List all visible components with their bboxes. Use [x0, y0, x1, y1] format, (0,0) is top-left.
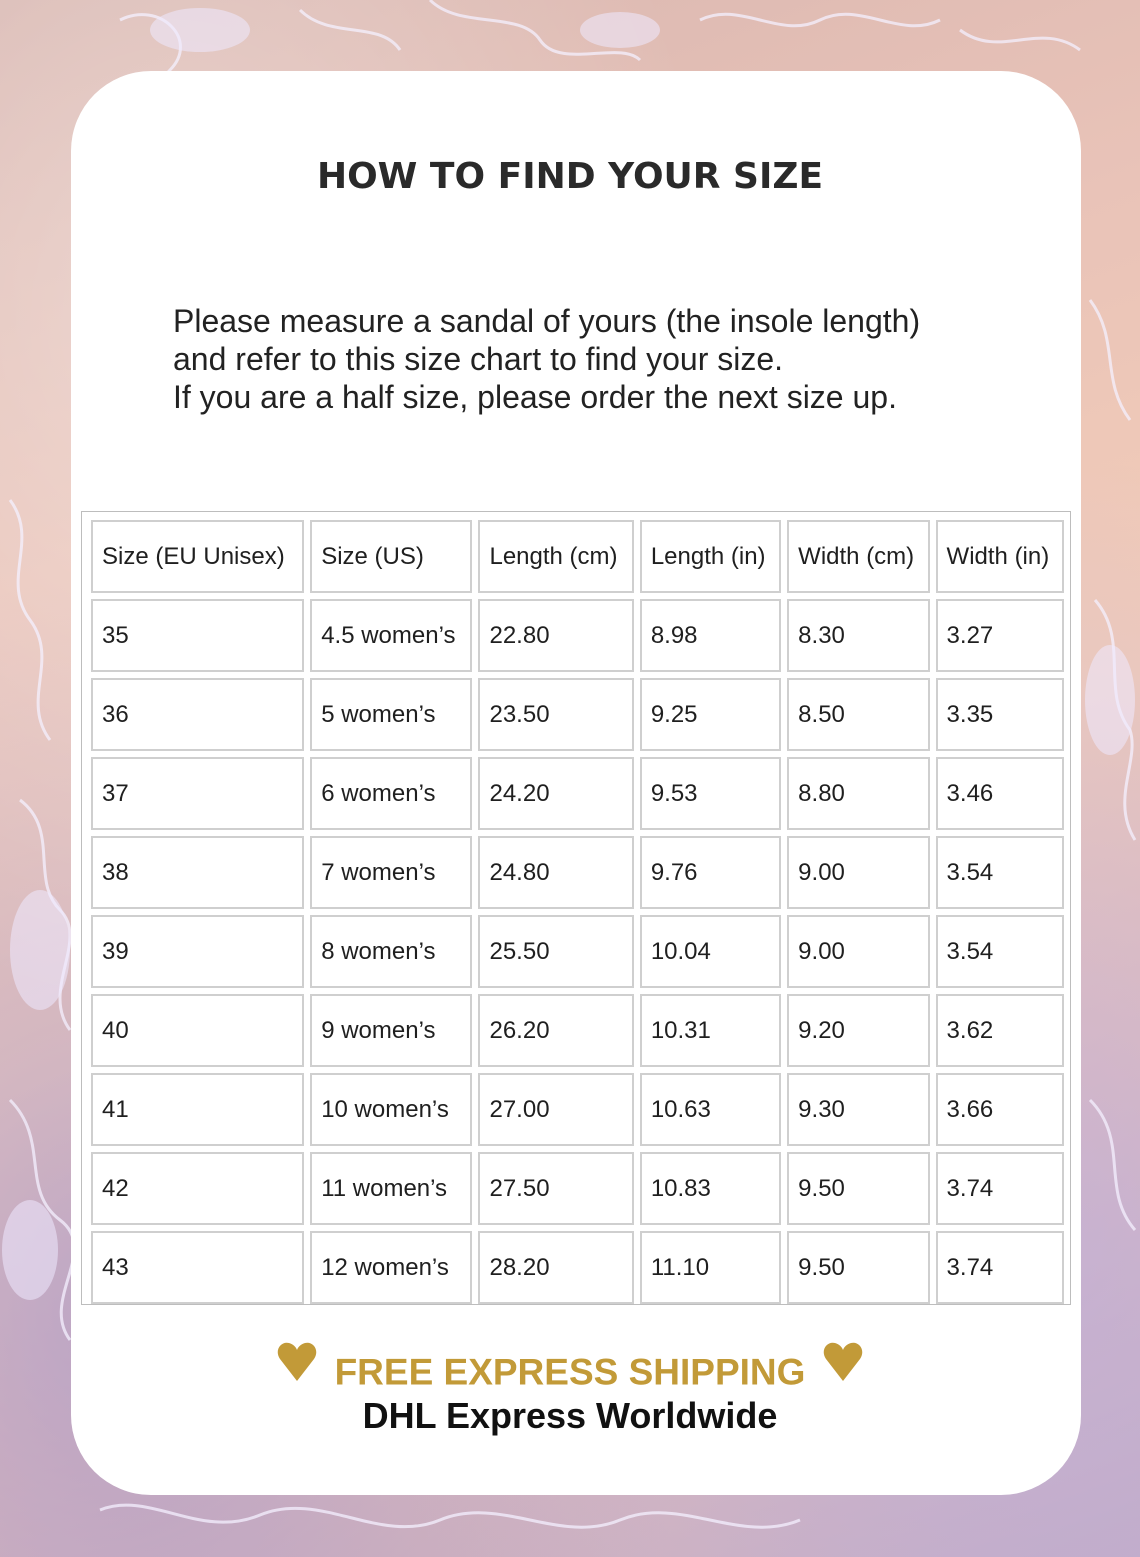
intro-text	[173, 302, 1053, 416]
column-header: Length (in)	[640, 520, 781, 593]
intro-line: If you are a half size, please order the next size up.	[173, 379, 897, 415]
table-cell: 8.30	[787, 599, 929, 672]
table-cell: 9.76	[640, 836, 781, 909]
free-shipping-text: FREE EXPRESS SHIPPING	[334, 1351, 806, 1393]
table-row	[91, 1073, 1064, 1146]
table-cell: 9.25	[640, 678, 781, 751]
table-cell: 9.00	[787, 915, 929, 988]
table-row	[91, 678, 1064, 751]
table-cell: 3.54	[936, 836, 1064, 909]
table-cell: 8.80	[787, 757, 929, 830]
table-cell: 9.20	[787, 994, 929, 1067]
table-cell: 3.62	[936, 994, 1064, 1067]
table-cell: 4.5 women’s	[310, 599, 472, 672]
table-row	[91, 599, 1064, 672]
table-cell: 27.00	[478, 1073, 633, 1146]
table-row	[91, 915, 1064, 988]
table-row	[91, 1152, 1064, 1225]
table-cell: 10.63	[640, 1073, 781, 1146]
carrier-text: DHL Express Worldwide	[362, 1395, 778, 1436]
table-cell: 9.50	[787, 1152, 929, 1225]
table-cell: 6 women’s	[310, 757, 472, 830]
table-cell: 11.10	[640, 1231, 781, 1304]
table-cell: 5 women’s	[310, 678, 472, 751]
table-cell: 3.27	[936, 599, 1064, 672]
table-row	[91, 836, 1064, 909]
heart-icon	[277, 1341, 317, 1392]
table-cell: 41	[91, 1073, 304, 1146]
table-row	[91, 994, 1064, 1067]
table-cell: 25.50	[478, 915, 633, 988]
table-cell: 10.83	[640, 1152, 781, 1225]
table-row	[91, 757, 1064, 830]
table-cell: 24.20	[478, 757, 633, 830]
table-cell: 3.46	[936, 757, 1064, 830]
table-cell: 43	[91, 1231, 304, 1304]
table-cell: 3.74	[936, 1152, 1064, 1225]
table-cell: 3.66	[936, 1073, 1064, 1146]
table-cell: 8.98	[640, 599, 781, 672]
table-cell: 24.80	[478, 836, 633, 909]
table-header-row	[91, 520, 1064, 593]
column-header: Length (cm)	[478, 520, 633, 593]
column-header: Width (in)	[936, 520, 1064, 593]
size-chart-table	[81, 511, 1071, 1305]
table-cell: 3.35	[936, 678, 1064, 751]
table-cell: 9.30	[787, 1073, 929, 1146]
table-cell: 22.80	[478, 599, 633, 672]
table-cell: 10.04	[640, 915, 781, 988]
table-cell: 26.20	[478, 994, 633, 1067]
table-cell: 9 women’s	[310, 994, 472, 1067]
page-title: HOW TO FIND YOUR SIZE	[316, 156, 824, 197]
table-cell: 38	[91, 836, 304, 909]
column-header: Size (US)	[310, 520, 472, 593]
table-cell: 42	[91, 1152, 304, 1225]
table-cell: 40	[91, 994, 304, 1067]
table-cell: 9.00	[787, 836, 929, 909]
table-cell: 28.20	[478, 1231, 633, 1304]
table-row	[91, 1231, 1064, 1304]
shipping-banner	[0, 1347, 1140, 1398]
column-header: Size (EU Unisex)	[91, 520, 304, 593]
table-cell: 7 women’s	[310, 836, 472, 909]
table-cell: 11 women’s	[310, 1152, 472, 1225]
table-cell: 3.54	[936, 915, 1064, 988]
table-cell: 35	[91, 599, 304, 672]
intro-line: Please measure a sandal of yours (the insole length)	[173, 303, 921, 339]
heart-icon	[823, 1341, 863, 1392]
table-cell: 9.50	[787, 1231, 929, 1304]
table-cell: 3.74	[936, 1231, 1064, 1304]
column-header: Width (cm)	[787, 520, 929, 593]
table-cell: 8 women’s	[310, 915, 472, 988]
table-cell: 36	[91, 678, 304, 751]
table-cell: 10.31	[640, 994, 781, 1067]
intro-line: and refer to this size chart to find your size.	[173, 341, 784, 377]
table-cell: 27.50	[478, 1152, 633, 1225]
table-cell: 9.53	[640, 757, 781, 830]
table-cell: 12 women’s	[310, 1231, 472, 1304]
table-cell: 23.50	[478, 678, 633, 751]
table-cell: 37	[91, 757, 304, 830]
table-cell: 10 women’s	[310, 1073, 472, 1146]
table-cell: 8.50	[787, 678, 929, 751]
table-cell: 39	[91, 915, 304, 988]
